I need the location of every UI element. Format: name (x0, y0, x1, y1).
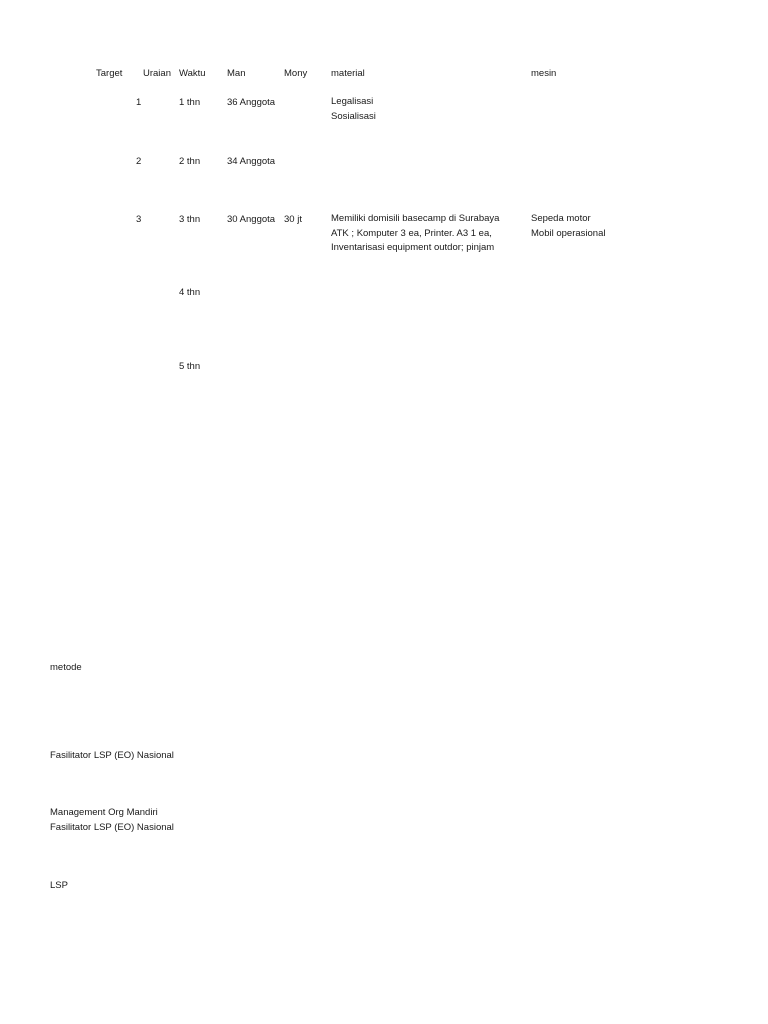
metode-item (50, 749, 174, 764)
row-material (331, 95, 376, 124)
row-waktu: 5 thn (179, 361, 201, 372)
row-waktu: 3 thn (179, 214, 201, 225)
metode-item (50, 806, 174, 835)
row-waktu: 2 thn (179, 156, 201, 167)
row-uraian: 2 (136, 156, 142, 167)
row-mony: 30 jt (284, 214, 302, 225)
metode-line: Fasilitator LSP (EO) Nasional (50, 821, 174, 833)
header-man: Man (227, 68, 246, 79)
row-material (331, 212, 499, 256)
row-man: 36 Anggota (227, 97, 276, 108)
row-waktu: 4 thn (179, 287, 201, 298)
header-uraian: Uraian (143, 68, 171, 79)
metode-line: Fasilitator LSP (EO) Nasional (50, 750, 174, 761)
header-waktu: Waktu (179, 68, 206, 79)
material-line: Sosialisasi (331, 110, 376, 122)
row-waktu: 1 thn (179, 97, 201, 108)
material-line: Memiliki domisili basecamp di Surabaya (331, 213, 500, 224)
mesin-line: Sepeda motor (531, 213, 591, 224)
material-line: Inventarisasi equipment outdor; pinjam (331, 242, 495, 253)
material-line: ATK ; Komputer 3 ea, Printer. A3 1 ea, (331, 227, 492, 239)
row-uraian: 1 (136, 97, 142, 108)
metode-line: Management Org Mandiri (50, 807, 158, 818)
row-man: 34 Anggota (227, 156, 276, 167)
row-uraian: 3 (136, 214, 142, 225)
row-mesin (531, 212, 605, 241)
header-mony: Mony (284, 68, 308, 79)
material-line: Legalisasi (331, 96, 374, 107)
mesin-line: Mobil operasional (531, 227, 606, 239)
metode-label: metode (50, 662, 82, 673)
row-man: 30 Anggota (227, 214, 276, 225)
header-material: material (331, 68, 365, 79)
metode-line: LSP (50, 880, 68, 891)
header-target: Target (96, 68, 123, 79)
metode-item (50, 879, 68, 894)
header-mesin: mesin (531, 68, 557, 79)
